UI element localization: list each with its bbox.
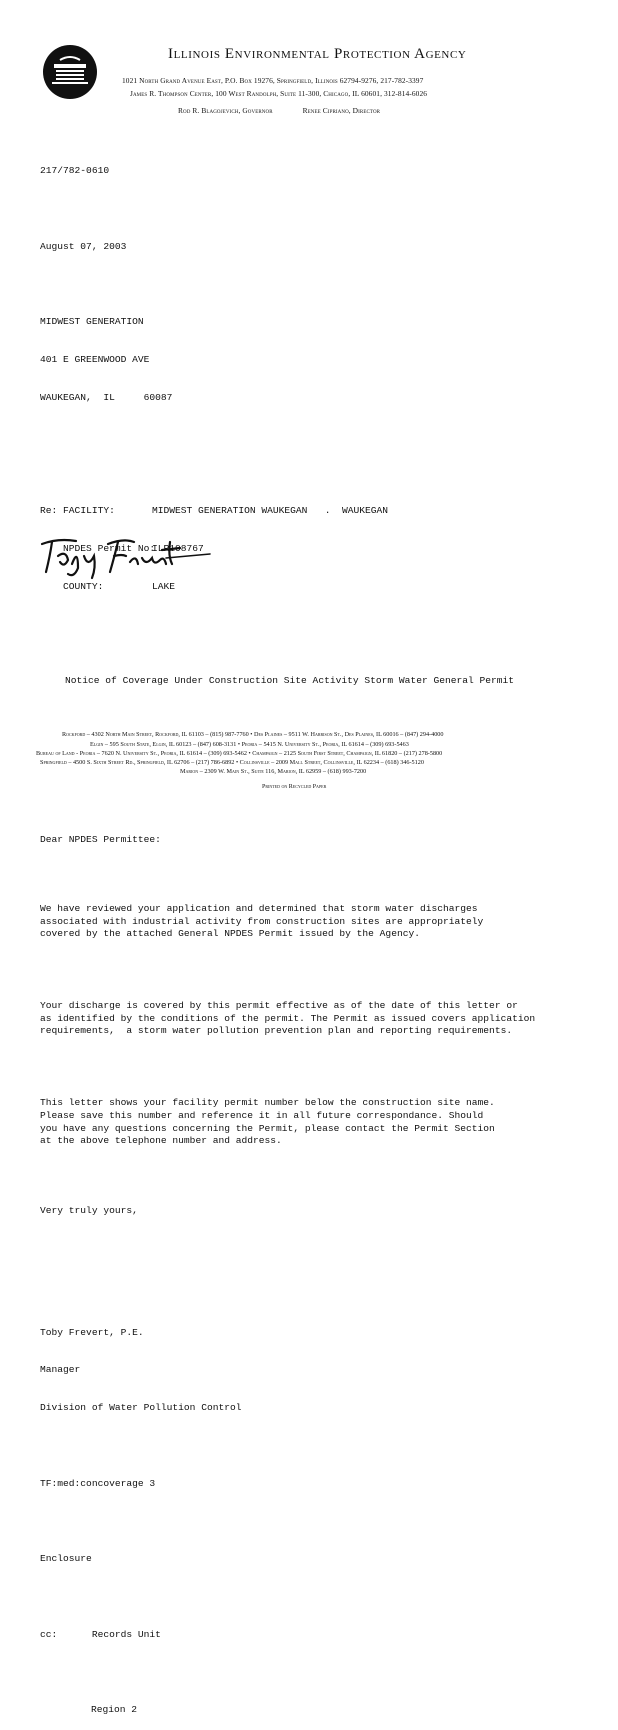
recipient-name: MIDWEST GENERATION [40, 316, 144, 328]
footer-offices-line-1: Rockford – 4302 North Main Street, Rockford, IL 61103 – (815) 987-7760 • Des Plaines – 9511 W. Harrison St., Des Plaines, IL 60016 – (847) 294-4000 [62, 731, 444, 738]
phone-number: 217/782-0610 [40, 165, 110, 177]
county-value: LAKE [152, 580, 176, 592]
enclosure-note: Enclosure [40, 1553, 92, 1565]
county-label: COUNTY: [63, 580, 104, 592]
director-name: Renee Cipriano, Director [302, 106, 381, 115]
permit-label: NPDES Permit No: [63, 543, 156, 554]
cc-region: Region 2 [91, 1704, 138, 1716]
paragraph-2: Your discharge is covered by this permit effective as of the date of this letter or as identified by the conditions of the permit. The Permit as issued covers application requirements, a storm water pollution prevention plan and reporting requirements. [40, 1000, 536, 1037]
recipient-city: WAUKEGAN, IL 60087 [40, 391, 173, 403]
recipient-street: 401 E GREENWOOD AVE [40, 354, 150, 366]
recycled-paper-note: Printed on Recycled Paper [262, 784, 327, 790]
letterhead-officials [178, 106, 380, 115]
handwritten-signature [38, 534, 214, 580]
agency-name: Illinois Environmental Protection Agency [168, 46, 467, 62]
agency-seal-logo [42, 44, 98, 100]
letterhead-address-chicago: James R. Thompson Center, 100 West Randolph, Suite 11-300, Chicago, IL 60601, 312-814-6026 [130, 89, 428, 98]
footer-offices-line-4: Springfield – 4500 S. Sixth Street Rd., Springfield, IL 62706 – (217) 786-6892 • Collinsville – 2009 Mall Street, Collinsville, IL 62234 – (618) 346-5120 [40, 759, 424, 766]
paragraph-1: We have reviewed your application and determined that storm water discharges associated with industrial activity from construction sites are appropriately covered by the attached General NPDES Permit issued by the Agency. [40, 903, 484, 940]
paragraph-3: This letter shows your facility permit number below the construction site name. Please save this number and reference it in all future correspondance. Should you have any questions concerning the Permit, please contact the Permit Section at the above telephone number and address. [40, 1097, 495, 1147]
subject-line: Notice of Coverage Under Construction Site Activity Storm Water General Permit [65, 674, 515, 686]
closing: Very truly yours, [40, 1205, 138, 1217]
re-county-row [40, 581, 600, 594]
re-facility-row [40, 505, 600, 518]
cc-row [40, 1629, 600, 1642]
signer-name: Toby Frevert, P.E. [40, 1326, 144, 1338]
re-label: Re: [40, 505, 58, 517]
footer-offices-line-5: Marion – 2309 W. Main St., Suite 116, Marion, IL 62959 – (618) 993-7200 [180, 768, 367, 775]
facility-label: FACILITY: [63, 505, 115, 517]
salutation: Dear NPDES Permittee: [40, 834, 161, 846]
facility-value: MIDWEST GENERATION WAUKEGAN . WAUKEGAN [152, 505, 389, 517]
letter-body [40, 140, 600, 1730]
cc-records-unit: Records Unit [91, 1628, 161, 1640]
governor-name: Rod R. Blagojevich, Governor [178, 106, 273, 115]
footer-offices-line-3: Bureau of Land - Peoria – 7620 N. University St., Peoria, IL 61614 – (309) 693-5462 • Champaign – 2125 South First Street, Champaign, IL 61820 – (217) 278-5800 [36, 750, 443, 757]
reference-initials: TF:med:concoverage 3 [40, 1477, 156, 1489]
letterhead-address-springfield: 1021 North Grand Avenue East, P.O. Box 19276, Springfield, Illinois 62794-9276, 217-782-3397 [122, 76, 424, 85]
signer-title: Manager [40, 1364, 81, 1376]
letter-date: August 07, 2003 [40, 240, 127, 252]
permit-value: ILR108767 [152, 543, 204, 554]
signer-division: Division of Water Pollution Control [40, 1402, 242, 1414]
cc-label: cc: [40, 1628, 58, 1640]
footer-offices-line-2: Elgin – 595 South State, Elgin, IL 60123 – (847) 608-3131 • Peoria – 5415 N. University St., Peoria, IL 61614 – (309) 693-5463 [90, 741, 409, 748]
